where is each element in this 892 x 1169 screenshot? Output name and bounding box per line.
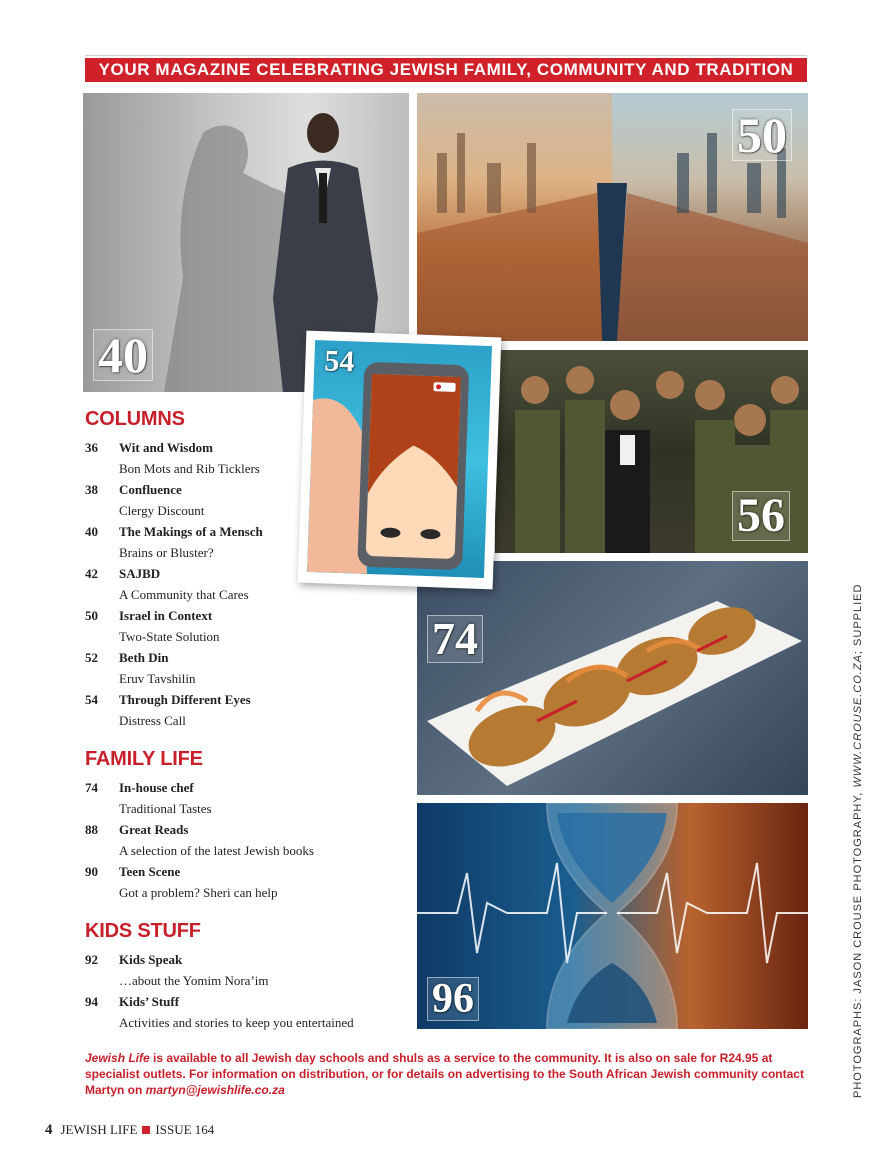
- toc-page-number: 40: [85, 524, 98, 539]
- polaroid-phone-illustration[interactable]: [298, 331, 502, 590]
- page-badge-96: 96: [427, 977, 479, 1021]
- credit-prefix: PHOTOGRAPHS: JASON CROUSE PHOTOGRAPHY,: [852, 787, 864, 1098]
- distribution-text: is available to all Jewish day schools and shuls as a service to the community. It is also on sale for R24.95 at specialist outlets. For information on distribution, or for details on advertising to the South African Jewish community contact Martyn on: [85, 1051, 804, 1097]
- contact-email-link[interactable]: martyn@jewishlife.co.za: [145, 1083, 285, 1097]
- toc-page-number: 38: [85, 482, 98, 497]
- toc-subtitle: Traditional Tastes: [119, 801, 212, 816]
- brand-name: Jewish Life: [85, 1051, 150, 1065]
- toc-page-number: 54: [85, 692, 98, 707]
- toc-title: Kids Speak: [119, 952, 183, 967]
- toc-title: Wit and Wisdom: [119, 440, 213, 455]
- toc-subtitle: Got a problem? Sheri can help: [119, 885, 278, 900]
- folio-page-number: 4: [45, 1122, 53, 1138]
- page-badge-56: 56: [732, 491, 790, 541]
- toc-page-number: 50: [85, 608, 98, 623]
- credit-url[interactable]: WWW.CROUSE.CO.ZA: [852, 654, 864, 788]
- toc-page-number: 52: [85, 650, 98, 665]
- toc-page-number: 74: [85, 780, 98, 795]
- distribution-note: [85, 1050, 810, 1098]
- toc-title: Confluence: [119, 482, 182, 497]
- toc-page-number: 94: [85, 994, 98, 1009]
- photo-credit: [852, 584, 864, 1098]
- page-badge-40: 40: [93, 329, 153, 381]
- page-badge-54: 54: [323, 344, 355, 379]
- toc-title: Israel in Context: [119, 608, 213, 623]
- photo-food-plate[interactable]: [417, 561, 808, 795]
- photo-divided-city[interactable]: [417, 93, 808, 341]
- toc-subtitle: Brains or Bluster?: [119, 545, 214, 560]
- toc-page-number: 88: [85, 822, 98, 837]
- toc-title: In-house chef: [119, 780, 194, 795]
- toc-subtitle: Bon Mots and Rib Ticklers: [119, 461, 260, 476]
- toc-subtitle: …about the Yomim Nora’im: [119, 973, 269, 988]
- toc-subtitle: Eruv Tavshilin: [119, 671, 196, 686]
- toc-title: Beth Din: [119, 650, 169, 665]
- toc-subtitle: Distress Call: [119, 713, 186, 728]
- toc-title: Kids’ Stuff: [119, 994, 180, 1009]
- toc-title: Teen Scene: [119, 864, 181, 879]
- toc-title: SAJBD: [119, 566, 161, 581]
- credit-suffix: ; SUPPLIED: [852, 583, 864, 655]
- toc-page-number: 90: [85, 864, 98, 879]
- section-heading-kids-stuff: KIDS STUFF: [85, 920, 201, 942]
- toc-page-number: 42: [85, 566, 98, 581]
- toc-title: The Makings of a Mensch: [119, 524, 263, 539]
- folio-magazine: JEWISH LIFE: [60, 1122, 138, 1137]
- page-badge-50: 50: [732, 109, 792, 161]
- toc-subtitle: A Community that Cares: [119, 587, 249, 602]
- toc-title: Through Different Eyes: [119, 692, 251, 707]
- toc-title: Great Reads: [119, 822, 189, 837]
- tagline-banner: YOUR MAGAZINE CELEBRATING JEWISH FAMILY, COMMUNITY AND TRADITION: [85, 58, 807, 82]
- toc-page-number: 92: [85, 952, 98, 967]
- phone-illustration-frame: [307, 340, 492, 578]
- photo-hourglass-heartbeat[interactable]: [417, 803, 808, 1029]
- photo-soldiers-group[interactable]: [495, 350, 808, 553]
- food-illustration: [417, 561, 808, 795]
- toc-page-number: 36: [85, 440, 98, 455]
- section-heading-columns: COLUMNS: [85, 408, 185, 430]
- folio-issue: ISSUE 164: [155, 1122, 215, 1137]
- page-badge-74: 74: [427, 615, 483, 663]
- folio: [45, 1122, 214, 1139]
- section-heading-family-life: FAMILY LIFE: [85, 748, 203, 770]
- toc-subtitle: Activities and stories to keep you entertained: [119, 1015, 354, 1030]
- toc-subtitle: Two-State Solution: [119, 629, 220, 644]
- folio-separator-square: [142, 1126, 150, 1134]
- top-rule: [85, 55, 807, 56]
- toc-subtitle: Clergy Discount: [119, 503, 205, 518]
- toc-subtitle: A selection of the latest Jewish books: [119, 843, 314, 858]
